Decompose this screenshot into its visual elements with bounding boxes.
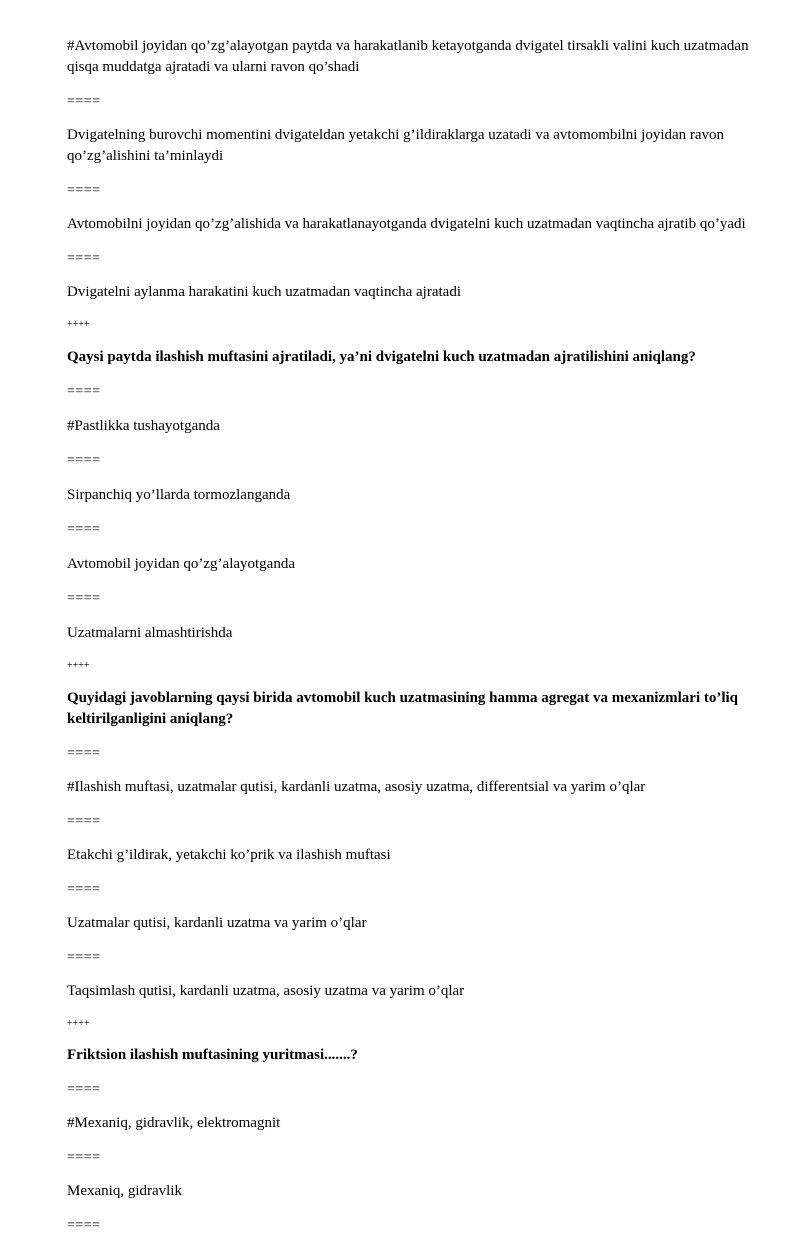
separator: ==== — [67, 183, 101, 198]
answer-text: Taqsimlash qutisi, kardanli uzatma, asosiy uzatma va yarim o’qlar — [67, 983, 465, 999]
separator: ==== — [67, 950, 101, 965]
question-delimiter: ++++ — [67, 319, 90, 330]
answer-text: Etakchi g’ildirak, yetakchi ko’prik va ilashish muftasi — [67, 847, 391, 863]
separator: ==== — [67, 384, 101, 399]
separator: ==== — [67, 882, 101, 897]
answer-text: #Pastlikka tushayotganda — [67, 418, 220, 434]
question-text: Qaysi paytda ilashish muftasini ajratiladi, ya’ni dvigatelni kuch uzatmadan ajratilishini aniqlang? — [67, 349, 696, 365]
question-delimiter: ++++ — [67, 660, 90, 671]
separator: ==== — [67, 453, 101, 468]
answer-text: Sirpanchiq yo’llarda tormozlanganda — [67, 487, 291, 503]
separator: ==== — [67, 522, 101, 537]
separator: ==== — [67, 1150, 101, 1165]
answer-text: Dvigatelning burovchi momentini dvigateldan yetakchi g’ildiraklarga uzatadi va avtomombilni joyidan ravon qo’zg’alishini ta’minlaydi — [67, 127, 725, 164]
separator: ==== — [67, 94, 101, 109]
document-page — [67, 36, 783, 1234]
answer-text: Uzatmalarni almashtirishda — [67, 625, 233, 641]
separator: ==== — [67, 1082, 101, 1097]
answer-text: Dvigatelni aylanma harakatini kuch uzatmadan vaqtincha ajratadi — [67, 284, 461, 300]
separator: ==== — [67, 591, 101, 606]
answer-text: Avtomobilni joyidan qo’zg’alishida va harakatlanayotganda dvigatelni kuch uzatmadan vaqtincha ajratib qo’yadi — [67, 216, 746, 232]
answer-text: Avtomobil joyidan qo’zg’alayotganda — [67, 556, 295, 572]
answer-text: Uzatmalar qutisi, kardanli uzatma va yarim o’qlar — [67, 915, 367, 931]
separator: ==== — [67, 1218, 101, 1233]
answer-text: Mexaniq, gidravlik — [67, 1183, 182, 1199]
question-delimiter: ++++ — [67, 1018, 90, 1029]
separator: ==== — [67, 251, 101, 266]
question-text: Friktsion ilashish muftasining yuritmasi.......? — [67, 1047, 358, 1063]
separator: ==== — [67, 814, 101, 829]
question-text: Quyidagi javoblarning qaysi birida avtomobil kuch uzatmasining hamma agregat va mexanizmlari to’liq keltirilganligini aniqlang? — [67, 690, 739, 727]
answer-text: #Mexaniq, gidravlik, elektromagnit — [67, 1115, 281, 1131]
separator: ==== — [67, 746, 101, 761]
answer-text: #Ilashish muftasi, uzatmalar qutisi, kardanli uzatma, asosiy uzatma, differentsial va yarim o’qlar — [67, 779, 646, 795]
answer-text: #Avtomobil joyidan qo’zg’alayotgan paytda va harakatlanib ketayotganda dvigatel tirsakli valini kuch uzatmadan qisqa muddatga ajratadi va ularni ravon qo’shadi — [67, 38, 749, 75]
